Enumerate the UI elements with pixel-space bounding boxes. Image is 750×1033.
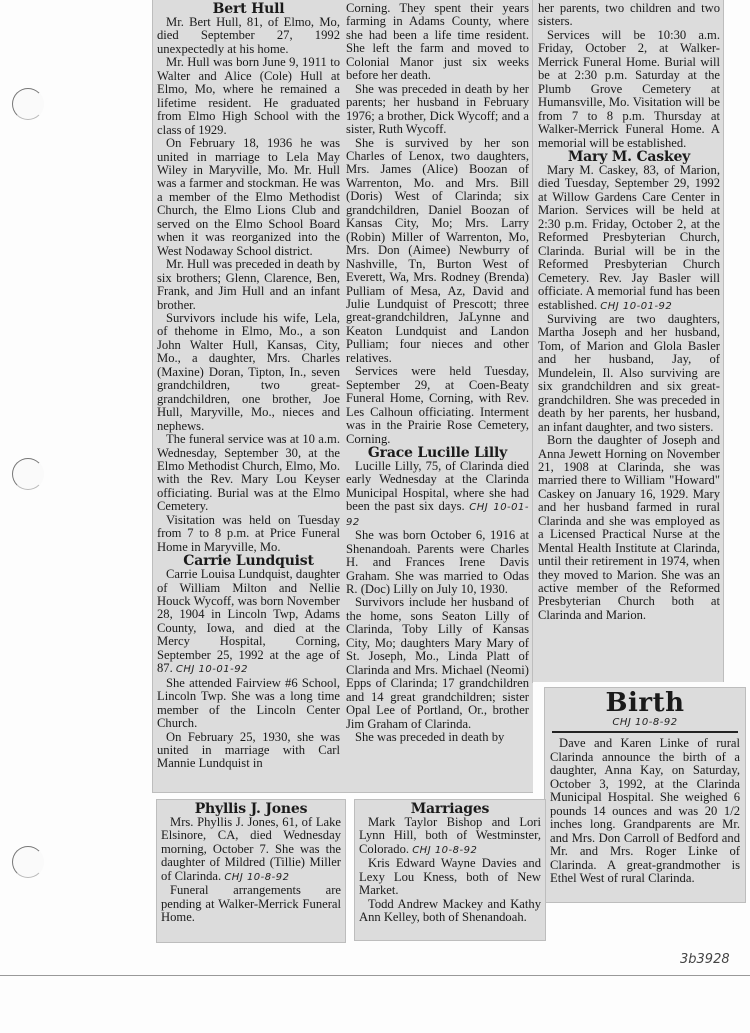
paragraph: Kris Edward Wayne Davies and Lexy Lou Kness, both of New Market.: [359, 856, 541, 898]
paragraph: Services were held Tuesday, September 29, at Coen-Beaty Funeral Home, Corning, with Rev. Les Calhoun officiating. Interment was in the Prairie Rose Cemetery, Corning.: [346, 364, 529, 446]
birth-announcement: [550, 690, 740, 885]
paragraph-text: Carrie Louisa Lundquist, daughter of William Milton and Nellie Houck Wycoff, was born November 28, 1904 in Lincoln Twp, Adams County, Iowa, and died at the Mercy Hospital, Corning, September 25, 1992 at the age of 87.: [157, 567, 340, 676]
birth-title: Birth: [605, 688, 685, 718]
paragraph: Survivors include his wife, Lela, of thehome in Elmo, Mo., a son John Walter Hull, Kansas, City, Mo., a daughter, Mrs. Charles (Maxine) Doran, Tipton, In., seven grandchildren, two great-grandchildren, one brother, Joe Hull, Maryville, Mo., nieces and nephews.: [157, 310, 340, 433]
paragraph: Mr. Bert Hull, 81, of Elmo, Mo, died September 27, 1992 unexpectedly at his home.: [157, 15, 340, 56]
paragraph: On February 18, 1936 he was united in marriage to Lela May Wiley in Maryville, Mo. Mr. Hull was a farmer and stockman. He was a member of the Elmo Methodist Church, the Elmo Lions Club and served on the Elmo School Board when it was reorganized into the West Nodaway School district.: [157, 136, 340, 258]
obituary-title-carrie-lundquist: Carrie Lundquist: [183, 553, 314, 570]
paragraph-text: Mrs. Phyllis J. Jones, 61, of Lake Elsinore, CA, died Wednesday morning, October 7. She was the daughter of Mildred (Tillie) Miller of Clarinda.: [161, 815, 341, 883]
marriages-list: [359, 802, 541, 925]
handwritten-note: CHJ 10-8-92: [412, 844, 478, 856]
page-edge-line: [0, 975, 750, 976]
paragraph: On February 25, 1930, she was united in marriage with Carl Mannie Lundquist in: [157, 729, 340, 771]
paragraph: She was born October 6, 1916 at Shenandoah. Parents were Charles H. and Frances Irene Davis Graham. She was married to Odas R. (Doc) Lilly on July 10, 1930.: [346, 528, 529, 597]
obituary-title-grace-lilly: Grace Lucille Lilly: [367, 444, 508, 461]
divider: [552, 731, 738, 733]
column-3: [538, 2, 720, 622]
paragraph: She attended Fairview #6 School, Lincoln Twp. She was a long time member of the Lincoln Center Church.: [157, 675, 340, 731]
paragraph: Surviving are two daughters, Martha Joseph and her husband, Tom, of Marion and Glola Basler and her husband, Jay, of Mundelein, Il. Also surviving are six grandchildren and six great-grandchildren. She was preceded in death by her parents, her husband, an infant daughter, and two sisters.: [538, 311, 720, 434]
punch-hole: [12, 458, 44, 490]
paragraph-text: Mark Taylor Bishop and Lori Lynn Hill, both of Westminster, Colorado.: [359, 815, 541, 856]
paragraph: Todd Andrew Mackey and Kathy Ann Kelley, both of Shenandoah.: [359, 896, 541, 925]
paragraph: She was preceded in death by her parents; her husband in February 1976; a brother, Dick Wycoff; and a sister, Ruth Wycoff.: [346, 81, 529, 137]
paragraph: [161, 816, 341, 884]
handwritten-note: CHJ 10-8-92: [612, 717, 678, 728]
paragraph: Corning. They spent their years farming in Adams County, where she had been a life time resident. She left the farm and moved to Colonial Manor just six weeks before her death.: [346, 1, 529, 83]
paragraph: She is survived by her son Charles of Lenox, two daughters, Mrs. James (Alice) Boozan of Warrenton, Mo. and Mrs. Bill (Doris) West of Clarinda; six grandchildren, Daniel Boozan of Kansas City, Mo; Mrs. Larry (Robin) Miller of Warrenton, Mo, Mrs. Don (Aimee) Newburry of Nashville, Tn, Burton West of Everett, Wa, Mrs. Rodney (Brenda) Pulliam of Mesa, Az, David and Julie Lundquist of Prescott; three great-grandchildren, JaLynne and Keaton Lundquist and Landon Pulliam; four nieces and other relatives.: [346, 135, 529, 365]
paragraph: Services will be 10:30 a.m. Friday, October 2, at Walker-Merrick Funeral Home. Burial will be at 2:30 p.m. Saturday at the Plumb Grove Cemetery at Humansville, Mo. Visitation will be from 7 to 8 p.m. Thursday at Walker-Merrick Funeral Home. A memorial will be established.: [538, 27, 720, 150]
handwritten-note: CHJ 10-01-92: [600, 300, 673, 312]
obituary-title-phyllis-jones: Phyllis J. Jones: [194, 801, 308, 817]
paragraph: Dave and Karen Linke of rural Clarinda announce the birth of a daughter, Anna Kay, on Saturday, October 3, 1992, at the Clarinda Municipal Hospital. She weighed 6 pounds 14 ounces and was 20 1/2 inches long. Grandparents are Mr. and Mrs. Don Carroll of Bedford and Mr. and Mrs. Roger Linke of Clarinda. A great-grandmother is Ethel West of rural Clarinda.: [550, 736, 740, 885]
paragraph: [538, 164, 720, 313]
phyllis-obituary: [161, 802, 341, 925]
catalog-number: 3b3928: [680, 952, 730, 967]
paragraph: Survivors include her husband of the home, sons Seaton Lilly of Clarinda, Toby Lilly of Kansas City, Mo; daughters Mary Mary of St. Joseph, Mo., Linda Platt of Clarinda and Mrs. Michael (Neomi) Epps of Clarinda; 17 grandchildren and 14 great grandchildren; sister Opal Lee of Portland, Or., brother Jim Graham of Clarinda.: [346, 595, 529, 731]
paragraph: Mr. Hull was preceded in death by six brothers; Glenn, Clarence, Ben, Frank, and Jim Hull and an infant brother.: [157, 257, 340, 312]
paragraph: Visitation was held on Tuesday from 7 to 8 p.m. at Price Funeral Home in Maryville, Mo.: [157, 512, 340, 554]
paragraph: Born the daughter of Joseph and Anna Jewett Horning on November 21, 1908 at Clarinda, she was married there to William "Howard" Caskey on January 16, 1929. Mary and her husband farmed in rural Clarinda and she was employed as a Licensed Practical Nurse at the Mental Health Institute at Clarinda, until their retirement in 1974, when they moved to Marion. She was an active member of the Reformed Presbyterian Church both at Clarinda and Marion.: [538, 433, 720, 622]
paragraph: Mr. Hull was born June 9, 1911 to Walter and Alice (Cole) Hull at Elmo, Mo, where he remained a lifetime resident. He graduated from Elmo High School with the class of 1929.: [157, 55, 340, 137]
paragraph-text: Mary M. Caskey, 83, of Marion, died Tuesday, September 29, 1992 at Willow Gardens Care Center in Marion. Services will be held at 2:30 p.m. Friday, October 2, at the Reformed Presbyterian Church, Clarinda. Burial will be in the Reformed Presbyterian Church Cemetery. Rev. Jay Basler will officiate. A memorial fund has been established.: [538, 162, 720, 312]
handwritten-note: CHJ 10-01-92: [175, 664, 248, 676]
paragraph: [359, 816, 541, 857]
marriages-title: Marriages: [410, 801, 490, 817]
obituary-title-mary-caskey: Mary M. Caskey: [567, 148, 691, 165]
paragraph: Funeral arrangements are pending at Walker-Merrick Funeral Home.: [161, 883, 341, 925]
handwritten-note: CHJ 10-8-92: [224, 871, 290, 883]
obituary-title-bert-hull: Bert Hull: [212, 1, 285, 17]
paragraph: The funeral service was at 10 a.m. Wednesday, September 30, at the Elmo Methodist Church, Elmo, Mo. with the Rev. Mary Lou Keyser officiating. Burial was at the Elmo Cemetery.: [157, 432, 340, 514]
paragraph: [346, 460, 529, 529]
punch-hole: [12, 846, 44, 878]
paragraph-text: Lucille Lilly, 75, of Clarinda died early Wednesday at the Clarinda Municipal Hospital, where she had been the past six days.: [346, 458, 529, 514]
paragraph: her parents, two children and two sisters.: [538, 1, 720, 29]
paragraph: [157, 568, 340, 677]
punch-hole: [12, 88, 44, 120]
column-1: [157, 2, 340, 771]
handwritten-note: CHJ 10-01-92: [346, 502, 529, 528]
column-2: [346, 2, 529, 744]
paragraph: She was preceded in death by: [355, 730, 505, 745]
